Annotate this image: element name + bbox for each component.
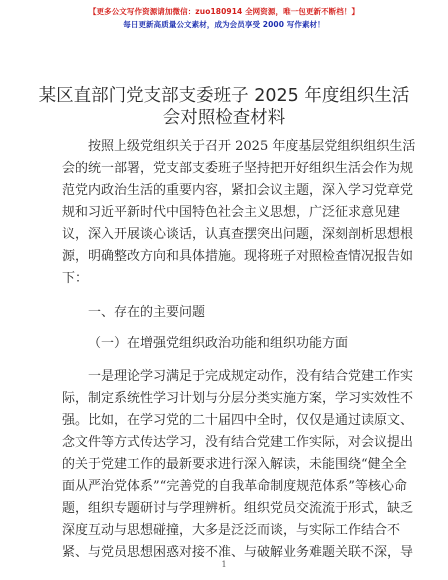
body-line: 规和习近平新时代中国特色社会主义思想，广泛征求意见建 [62,205,401,220]
body-line: 强。比如，在学习党的二十届四中全时，仅仅是通过读原文、 [62,413,414,428]
body-line: 议，深入开展谈心谈话，认真查摆突出问题，深刻剖析思想根 [62,227,414,242]
subsection-heading: （一）在增强党组织政治功能和组织功能方面 [88,336,349,351]
body-line: 源，明确整改方向和具体措施。现将班子对照检查情况报告如 [62,249,414,264]
document-title-line-2: 会对照检查材料 [162,108,286,128]
promo-banner-line-2: 每日更新高质量公文素材，成为会员享受 2000 写作素材！ [123,20,325,29]
page-number: 1 [221,560,227,569]
body-line: 紧、与党员思想困惑对接不准、与破解业务难题关联不深，导 [62,545,414,560]
body-line: 深度互动与思想碰撞，大多是泛泛而谈，与实际工作结合不 [62,523,401,538]
body-line: 际，制定系统性学习计划与分层分类实施方案，学习实效性不 [62,391,414,406]
document-title-line-1: 某区直部门党支部支委班子 2025 年度组织生活 [38,86,410,106]
body-line: 面从严治党体系”“完善党的自我革命制度规范体系”等核心命 [62,479,407,494]
body-line: 范党内政治生活的重要内容，紧扣会议主题，深入学习党章党 [62,183,414,198]
body-line: 按照上级党组织关于召开 2025 年度基层党组织组织生活 [88,139,416,154]
body-line: 一是理论学习满足于完成规定动作，没有结合党建工作实 [88,369,414,384]
body-line: 的关于党建工作的最新要求进行深入解读，未能围绕“健全全 [62,457,407,472]
body-line: 下： [62,271,89,286]
body-line: 念文件等方式传达学习，没有结合党建工作实际，对会议提出 [62,435,414,450]
body-line: 会的统一部署，党支部支委班子坚持把开好组织生活会作为规 [62,161,414,176]
promo-banner-line-1: 【更多公文写作资源请加微信：zuo180914 全网资源，唯一包更新不断档！】 [88,7,360,16]
body-line: 题，组织专题研讨与学理辨析。组织党员交流流于形式，缺乏 [62,501,414,516]
section-heading: 一、存在的主要问题 [88,305,206,320]
